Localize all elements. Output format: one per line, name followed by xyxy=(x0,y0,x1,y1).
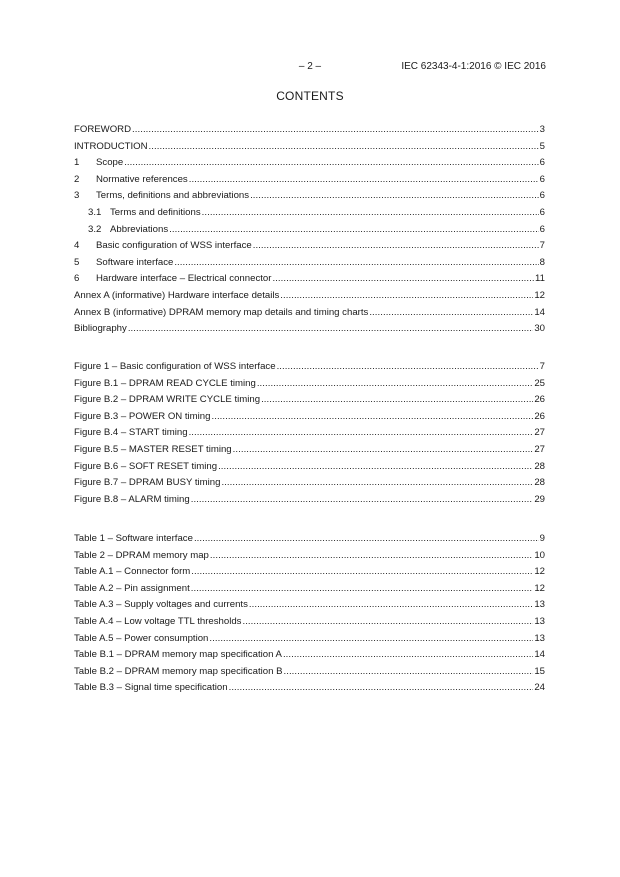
toc-section-entry[interactable] xyxy=(74,123,545,136)
toc-entry-title: Table 2 – DPRAM memory map xyxy=(74,549,209,561)
toc-figure-entry[interactable] xyxy=(74,493,545,506)
dot-leader xyxy=(283,665,533,678)
toc-entry-page: 13 xyxy=(534,632,545,644)
dot-leader xyxy=(191,493,534,506)
toc-entry-page: 30 xyxy=(534,323,545,335)
toc-entry-title: Table A.2 – Pin assignment xyxy=(74,582,190,594)
toc-entry-number: 3.2 xyxy=(88,223,102,235)
toc-entry-title: Figure B.6 – SOFT RESET timing xyxy=(74,460,218,472)
toc-entry-page: 6 xyxy=(539,157,545,169)
toc-entry-title: Table B.1 – DPRAM memory map specification A xyxy=(74,649,282,661)
toc-table-entry[interactable] xyxy=(74,681,545,694)
dot-leader xyxy=(191,565,533,578)
dot-leader xyxy=(149,140,539,153)
dot-leader xyxy=(194,532,539,545)
toc-entry-title: Table A.1 – Connector form xyxy=(74,566,191,578)
toc-figure-entry[interactable] xyxy=(74,377,545,390)
dot-leader xyxy=(233,443,534,456)
toc-entry-page: 7 xyxy=(539,361,545,372)
toc-entry-page: 29 xyxy=(534,493,545,505)
toc-entry-title: Figure B.2 – DPRAM WRITE CYCLE timing xyxy=(74,394,261,406)
toc-entry-number: 2 xyxy=(74,173,80,185)
toc-entry-page: 12 xyxy=(534,566,545,578)
toc-entry-title: FOREWORD xyxy=(74,124,132,135)
toc-section-entry[interactable] xyxy=(74,322,545,335)
contents-title: CONTENTS xyxy=(276,89,344,103)
dot-leader xyxy=(202,206,539,219)
toc-entry-page: 27 xyxy=(534,444,545,455)
toc-entry-title: Basic configuration of WSS interface xyxy=(96,240,252,252)
dot-leader xyxy=(250,189,539,202)
toc-table-entry[interactable] xyxy=(74,532,545,545)
toc-entry-page: 26 xyxy=(534,394,545,406)
toc-entry-number: 3 xyxy=(74,190,80,202)
toc-section-entry[interactable] xyxy=(74,223,545,236)
toc-entry-title: Abbreviations xyxy=(110,223,169,235)
toc-section-entry[interactable] xyxy=(74,189,545,202)
toc-entry-page: 28 xyxy=(534,460,545,472)
toc-entry-title: Figure B.3 – POWER ON timing xyxy=(74,410,211,422)
toc-entry-page: 13 xyxy=(534,599,545,611)
toc-entry-page: 10 xyxy=(534,549,545,561)
toc-figure-entry[interactable] xyxy=(74,476,545,489)
dot-leader xyxy=(124,156,538,169)
toc-table-entry[interactable] xyxy=(74,565,545,578)
toc-entry-number: 1 xyxy=(74,157,80,169)
toc-entry-title: Table A.4 – Low voltage TTL thresholds xyxy=(74,616,242,627)
toc-entry-page: 28 xyxy=(534,477,545,489)
toc-entry-title: Table A.5 – Power consumption xyxy=(74,632,209,644)
toc-entry-page: 7 xyxy=(539,240,545,252)
dot-leader xyxy=(249,598,533,611)
toc-entry-page: 24 xyxy=(534,682,545,694)
toc-entry-title: Figure B.7 – DPRAM BUSY timing xyxy=(74,477,221,489)
dot-leader xyxy=(277,360,539,373)
dot-leader xyxy=(209,632,533,645)
toc-entry-title: Table B.3 – Signal time specification xyxy=(74,682,228,694)
dot-leader xyxy=(218,460,533,473)
dot-leader xyxy=(242,615,533,628)
toc-entry-page: 9 xyxy=(539,533,545,544)
toc-entry-page: 6 xyxy=(539,207,545,218)
toc-figure-entry[interactable] xyxy=(74,460,545,473)
toc-entry-title: Annex A (informative) Hardware interface details xyxy=(74,290,280,301)
dot-leader xyxy=(174,256,538,269)
toc-entry-page: 26 xyxy=(534,410,545,422)
toc-section-entry[interactable] xyxy=(74,272,545,285)
toc-table-entry[interactable] xyxy=(74,598,545,611)
dot-leader xyxy=(169,223,539,236)
toc-section-entry[interactable] xyxy=(74,239,545,252)
dot-leader xyxy=(221,476,533,489)
dot-leader xyxy=(189,426,534,439)
toc-section-entry[interactable] xyxy=(74,306,545,319)
dot-leader xyxy=(210,549,533,562)
toc-entry-page: 6 xyxy=(539,223,545,235)
toc-entry-page: 27 xyxy=(534,427,545,439)
toc-entry-number: 6 xyxy=(74,273,80,285)
dot-leader xyxy=(253,239,539,252)
toc-entry-page: 14 xyxy=(534,649,545,661)
dot-leader xyxy=(191,582,534,595)
toc-entry-number: 5 xyxy=(74,256,80,268)
toc-entry-page: 12 xyxy=(534,582,545,594)
toc-entry-page: 5 xyxy=(539,140,545,152)
toc-entry-title: Figure B.5 – MASTER RESET timing xyxy=(74,444,232,455)
dot-leader xyxy=(128,322,534,335)
document-reference: IEC 62343-4-1:2016 © IEC 2016 xyxy=(401,61,546,72)
toc-entry-title: Bibliography xyxy=(74,323,127,335)
toc-entry-page: 6 xyxy=(539,190,545,202)
toc-section-entry[interactable] xyxy=(74,206,545,219)
toc-table-entry[interactable] xyxy=(74,582,545,595)
dot-leader xyxy=(229,681,534,694)
toc-entry-title: Table 1 – Software interface xyxy=(74,533,193,544)
toc-entry-page: 3 xyxy=(539,124,545,135)
toc-entry-title: Figure 1 – Basic configuration of WSS interface xyxy=(74,361,276,372)
toc-table-entry[interactable] xyxy=(74,632,545,645)
toc-entry-page: 11 xyxy=(535,273,545,285)
toc-entry-title: Software interface xyxy=(96,256,174,268)
toc-entry-title: Figure B.4 – START timing xyxy=(74,427,188,439)
toc-entry-title: INTRODUCTION xyxy=(74,140,148,152)
toc-entry-page: 6 xyxy=(539,173,545,185)
toc-entry-title: Figure B.1 – DPRAM READ CYCLE timing xyxy=(74,377,256,389)
toc-entry-page: 25 xyxy=(534,377,545,389)
dot-leader xyxy=(261,393,533,406)
dot-leader xyxy=(211,410,533,423)
toc-entry-title: Hardware interface – Electrical connector xyxy=(96,273,272,285)
toc-entry-title: Scope xyxy=(96,157,124,169)
toc-entry-title: Table A.3 – Supply voltages and currents xyxy=(74,599,248,611)
toc-entry-page: 8 xyxy=(539,256,545,268)
toc-entry-title: Terms and definitions xyxy=(110,207,201,218)
toc-entry-page: 12 xyxy=(534,290,545,301)
toc-entry-page: 14 xyxy=(534,306,545,318)
toc-section-entry[interactable] xyxy=(74,156,545,169)
toc-figure-entry[interactable] xyxy=(74,360,545,373)
toc-section-entry[interactable] xyxy=(74,289,545,302)
toc-figure-entry[interactable] xyxy=(74,393,545,406)
toc-section-entry[interactable] xyxy=(74,140,545,153)
toc-section-entry[interactable] xyxy=(74,256,545,269)
toc-table-entry[interactable] xyxy=(74,665,545,678)
toc-section-entry[interactable] xyxy=(74,173,545,186)
dot-leader xyxy=(280,289,533,302)
toc-entry-number: 3.1 xyxy=(88,207,102,218)
page-number: – 2 – xyxy=(298,61,322,72)
toc-figure-entry[interactable] xyxy=(74,426,545,439)
toc-entry-title: Terms, definitions and abbreviations xyxy=(96,190,250,202)
toc-entry-title: Normative references xyxy=(96,173,188,185)
dot-leader xyxy=(189,173,539,186)
toc-table-entry[interactable] xyxy=(74,549,545,562)
toc-figure-entry[interactable] xyxy=(74,443,545,456)
toc-table-entry[interactable] xyxy=(74,615,545,628)
toc-entry-number: 4 xyxy=(74,240,80,252)
toc-table-entry[interactable] xyxy=(74,648,545,661)
toc-figure-entry[interactable] xyxy=(74,410,545,423)
dot-leader xyxy=(132,123,539,136)
toc-entry-page: 15 xyxy=(534,665,545,677)
toc-entry-title: Annex B (informative) DPRAM memory map details and timing charts xyxy=(74,306,369,318)
dot-leader xyxy=(272,272,534,285)
dot-leader xyxy=(283,648,533,661)
toc-entry-title: Table B.2 – DPRAM memory map specification B xyxy=(74,665,283,677)
dot-leader xyxy=(369,306,533,319)
toc-entry-title: Figure B.8 – ALARM timing xyxy=(74,493,190,505)
toc-entry-page: 13 xyxy=(534,616,545,627)
dot-leader xyxy=(257,377,534,390)
